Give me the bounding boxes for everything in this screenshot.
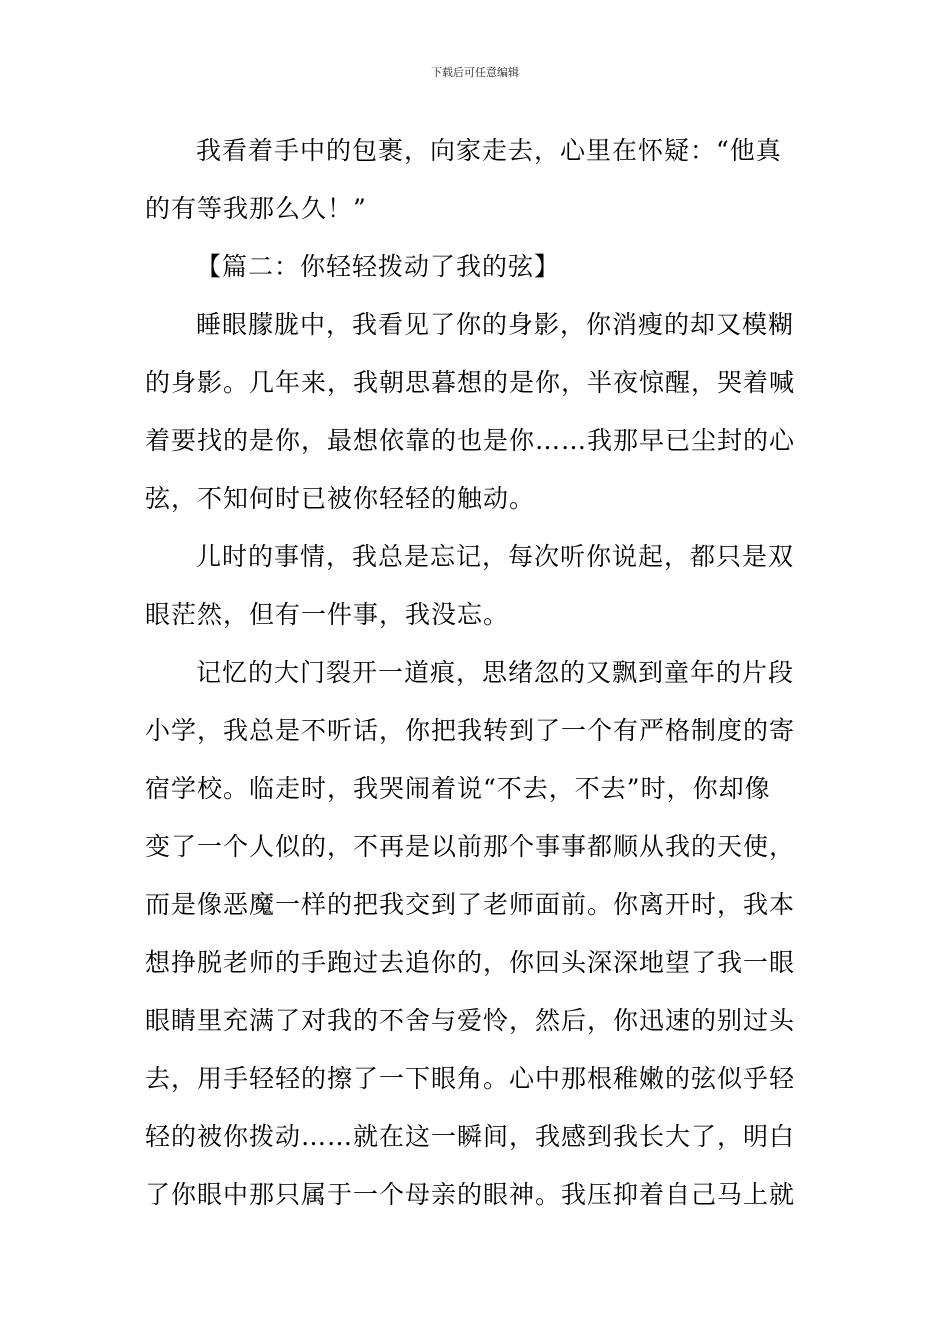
text-line: 着要找的是你，最想依靠的也是你……我那早已尘封的心: [145, 426, 796, 455]
section-heading: 【篇二：你轻轻拨动了我的弦】: [196, 252, 561, 281]
text-line: 变了一个人似的，不再是以前那个事事都顺从我的天使，: [145, 832, 796, 861]
text-line: 眼睛里充满了对我的不舍与爱怜，然后，你迅速的别过头: [145, 1006, 796, 1035]
text-line: 我看着手中的包裹，向家走去，心里在怀疑：“他真: [196, 136, 782, 165]
text-line: 睡眼朦胧中，我看见了你的身影，你消瘦的却又模糊: [196, 310, 795, 339]
text-line: 宿学校。临走时，我哭闹着说“不去，不去”时，你却像: [145, 774, 771, 803]
text-line: 记忆的大门裂开一道痕，思绪忽的又飘到童年的片段: [196, 658, 795, 687]
text-line: 眼茫然，但有一件事，我没忘。: [145, 600, 510, 629]
page-header: 下载后可任意编辑: [431, 66, 519, 79]
text-line: 去，用手轻轻的擦了一下眼角。心中那根稚嫩的弦似乎轻: [145, 1064, 796, 1093]
text-line: 而是像恶魔一样的把我交到了老师面前。你离开时，我本: [145, 890, 796, 919]
text-line: 了你眼中那只属于一个母亲的眼神。我压抑着自己马上就: [145, 1180, 796, 1209]
text-line: 轻的被你拨动……就在这一瞬间，我感到我长大了，明白: [145, 1122, 796, 1151]
text-line: 的有等我那么久！”: [145, 194, 367, 223]
text-line: 小学，我总是不听话，你把我转到了一个有严格制度的寄: [145, 716, 796, 745]
text-line: 的身影。几年来，我朝思暮想的是你，半夜惊醒，哭着喊: [145, 368, 796, 397]
text-line: 儿时的事情，我总是忘记，每次听你说起，都只是双: [196, 542, 795, 571]
text-line: 想挣脱老师的手跑过去追你的，你回头深深地望了我一眼: [145, 948, 796, 977]
text-line: 弦，不知何时已被你轻轻的触动。: [145, 484, 536, 513]
